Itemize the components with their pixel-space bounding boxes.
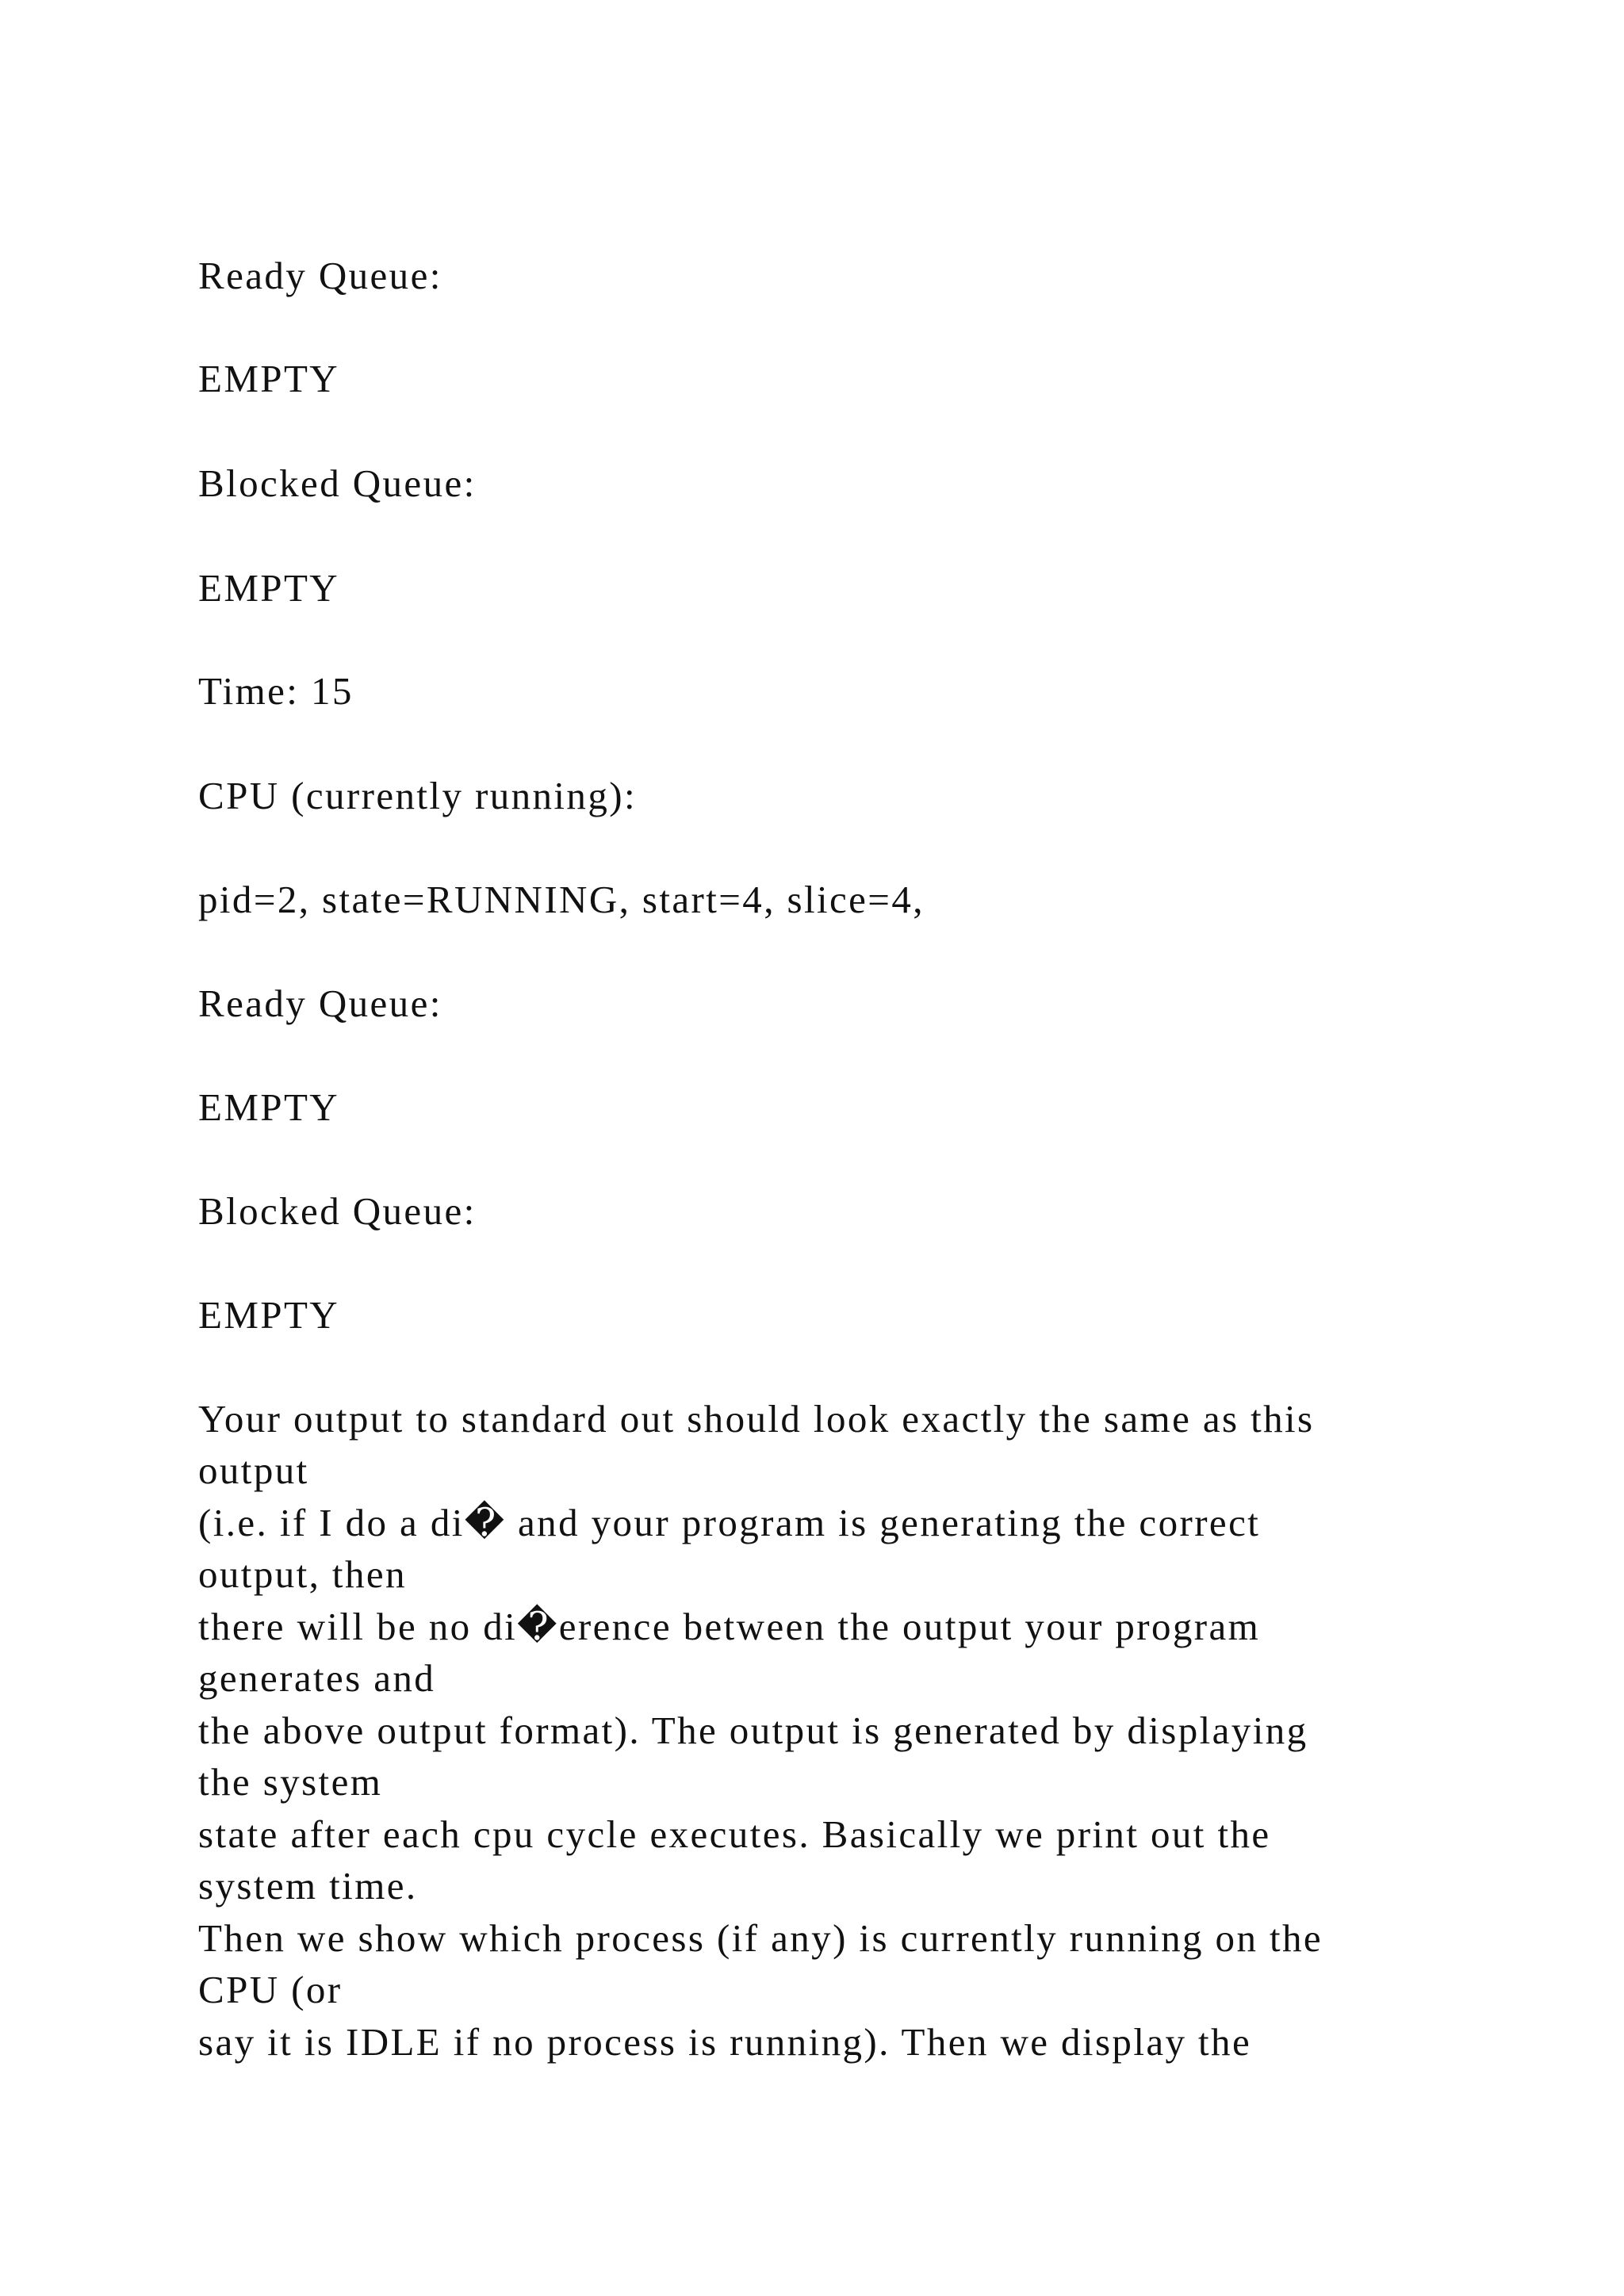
- time-line: Time: 15: [198, 669, 354, 713]
- ready-queue-value-2: EMPTY: [198, 1085, 340, 1129]
- paragraph-line: say it is IDLE if no process is running). Then we display the: [198, 2020, 1252, 2064]
- blocked-queue-heading: Blocked Queue:: [198, 461, 477, 505]
- cpu-heading: CPU (currently running):: [198, 774, 637, 817]
- paragraph-line: the above output format). The output is generated by displaying: [198, 1709, 1308, 1752]
- paragraph-line: CPU (or: [198, 1968, 343, 2011]
- paragraph-line: output, then: [198, 1552, 407, 1596]
- blocked-queue-value-2: EMPTY: [198, 1293, 340, 1337]
- paragraph-line: Your output to standard out should look exactly the same as this: [198, 1397, 1315, 1441]
- paragraph-line: (i.e. if I do a di� and your program is generating the correct: [198, 1501, 1261, 1544]
- blocked-queue-heading-2: Blocked Queue:: [198, 1189, 477, 1233]
- paragraph-line: system time.: [198, 1864, 418, 1908]
- paragraph-line: state after each cpu cycle executes. Basically we print out the: [198, 1812, 1271, 1856]
- ready-queue-value: EMPTY: [198, 357, 340, 400]
- blocked-queue-value: EMPTY: [198, 566, 340, 610]
- paragraph-line: output: [198, 1448, 309, 1492]
- paragraph-line: there will be no di�erence between the output your program: [198, 1605, 1261, 1648]
- ready-queue-heading: Ready Queue:: [198, 254, 442, 297]
- paragraph-line: Then we show which process (if any) is currently running on the: [198, 1916, 1323, 1960]
- cpu-process-line: pid=2, state=RUNNING, start=4, slice=4,: [198, 878, 925, 921]
- paragraph-line: generates and: [198, 1656, 436, 1700]
- ready-queue-heading-2: Ready Queue:: [198, 982, 442, 1025]
- paragraph-line: the system: [198, 1760, 383, 1804]
